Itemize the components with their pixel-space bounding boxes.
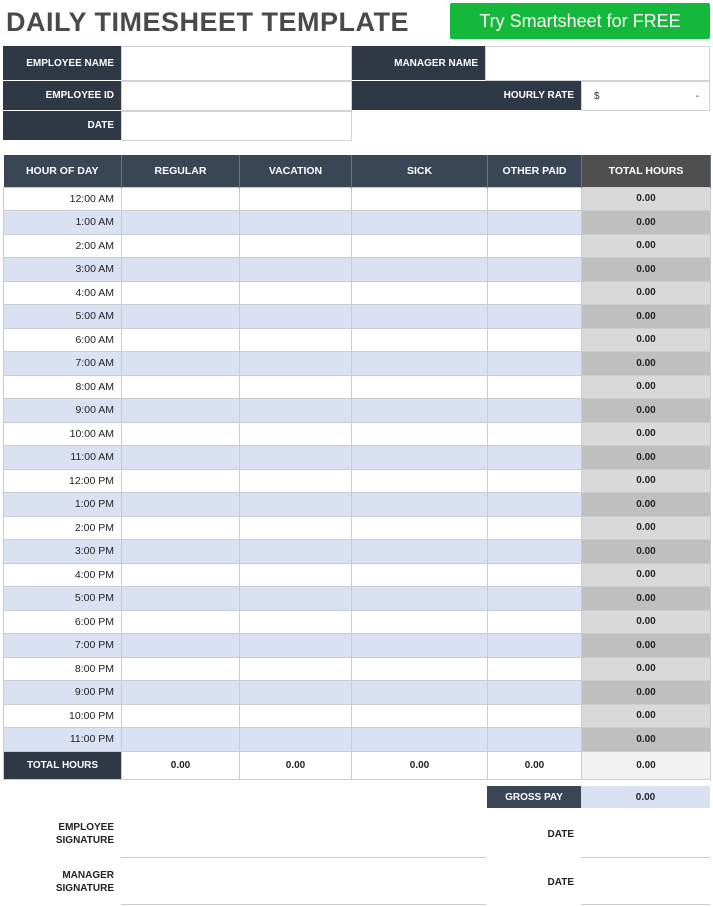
vacation-cell[interactable] bbox=[240, 469, 352, 493]
table-row bbox=[4, 234, 711, 258]
table-header-row bbox=[4, 155, 711, 187]
total-hours-cell: 0.00 bbox=[582, 375, 711, 399]
vacation-cell[interactable] bbox=[240, 587, 352, 611]
col-header-regular: REGULAR bbox=[122, 155, 240, 187]
regular-cell[interactable] bbox=[122, 704, 240, 728]
regular-cell[interactable] bbox=[122, 422, 240, 446]
hour-cell: 6:00 AM bbox=[4, 328, 122, 352]
table-row bbox=[4, 258, 711, 282]
other-paid-cell[interactable] bbox=[488, 258, 582, 282]
vacation-cell[interactable] bbox=[240, 563, 352, 587]
hour-cell: 1:00 AM bbox=[4, 211, 122, 235]
other-paid-cell[interactable] bbox=[488, 234, 582, 258]
sick-cell[interactable] bbox=[352, 493, 488, 517]
vacation-cell[interactable] bbox=[240, 422, 352, 446]
table-row bbox=[4, 446, 711, 470]
vacation-cell[interactable] bbox=[240, 728, 352, 752]
manager-date-line[interactable] bbox=[581, 904, 710, 905]
sick-cell[interactable] bbox=[352, 328, 488, 352]
vacation-cell[interactable] bbox=[240, 352, 352, 376]
total-regular: 0.00 bbox=[122, 751, 240, 779]
hour-cell: 9:00 AM bbox=[4, 399, 122, 423]
table-row bbox=[4, 587, 711, 611]
table-row bbox=[4, 422, 711, 446]
hour-cell: 11:00 AM bbox=[4, 446, 122, 470]
sick-cell[interactable] bbox=[352, 587, 488, 611]
vacation-cell[interactable] bbox=[240, 634, 352, 658]
other-paid-cell[interactable] bbox=[488, 399, 582, 423]
table-row bbox=[4, 493, 711, 517]
total-hours-cell: 0.00 bbox=[582, 657, 711, 681]
vacation-cell[interactable] bbox=[240, 305, 352, 329]
total-hours-cell: 0.00 bbox=[582, 610, 711, 634]
other-paid-cell[interactable] bbox=[488, 469, 582, 493]
manager-date-label: DATE bbox=[547, 877, 574, 888]
manager-signature-line[interactable] bbox=[121, 904, 486, 905]
total-hours-cell: 0.00 bbox=[582, 704, 711, 728]
table-row bbox=[4, 610, 711, 634]
hour-cell: 2:00 PM bbox=[4, 516, 122, 540]
hour-cell: 12:00 PM bbox=[4, 469, 122, 493]
total-hours-cell: 0.00 bbox=[582, 258, 711, 282]
regular-cell[interactable] bbox=[122, 211, 240, 235]
total-vacation: 0.00 bbox=[240, 751, 352, 779]
other-paid-cell[interactable] bbox=[488, 610, 582, 634]
table-row bbox=[4, 375, 711, 399]
other-paid-cell[interactable] bbox=[488, 587, 582, 611]
employee-name-field[interactable] bbox=[121, 46, 352, 81]
hour-cell: 3:00 PM bbox=[4, 540, 122, 564]
sick-cell[interactable] bbox=[352, 305, 488, 329]
other-paid-cell[interactable] bbox=[488, 211, 582, 235]
employee-date-label: DATE bbox=[547, 829, 574, 840]
regular-cell[interactable] bbox=[122, 469, 240, 493]
other-paid-cell[interactable] bbox=[488, 281, 582, 305]
hour-cell: 7:00 AM bbox=[4, 352, 122, 376]
manager-signature-label: MANAGER SIGNATURE bbox=[55, 870, 114, 894]
hourly-rate-label: HOURLY RATE bbox=[352, 81, 581, 111]
vacation-cell[interactable] bbox=[240, 234, 352, 258]
other-paid-cell[interactable] bbox=[488, 728, 582, 752]
sick-cell[interactable] bbox=[352, 540, 488, 564]
hour-cell: 10:00 PM bbox=[4, 704, 122, 728]
sick-cell[interactable] bbox=[352, 728, 488, 752]
total-hours-cell: 0.00 bbox=[582, 352, 711, 376]
hour-cell: 12:00 AM bbox=[4, 187, 122, 211]
table-row bbox=[4, 305, 711, 329]
total-sick: 0.00 bbox=[352, 751, 488, 779]
regular-cell[interactable] bbox=[122, 446, 240, 470]
sick-cell[interactable] bbox=[352, 375, 488, 399]
hour-cell: 11:00 PM bbox=[4, 728, 122, 752]
regular-cell[interactable] bbox=[122, 328, 240, 352]
total-hours-cell: 0.00 bbox=[582, 446, 711, 470]
regular-cell[interactable] bbox=[122, 681, 240, 705]
sick-cell[interactable] bbox=[352, 422, 488, 446]
total-hours-cell: 0.00 bbox=[582, 328, 711, 352]
hour-cell: 4:00 PM bbox=[4, 563, 122, 587]
table-row bbox=[4, 187, 711, 211]
vacation-cell[interactable] bbox=[240, 375, 352, 399]
manager-name-field[interactable] bbox=[485, 46, 710, 81]
total-hours-cell: 0.00 bbox=[582, 399, 711, 423]
hour-cell: 3:00 AM bbox=[4, 258, 122, 282]
regular-cell[interactable] bbox=[122, 540, 240, 564]
total-hours-cell: 0.00 bbox=[582, 540, 711, 564]
total-hours-cell: 0.00 bbox=[582, 587, 711, 611]
hour-cell: 1:00 PM bbox=[4, 493, 122, 517]
hour-cell: 2:00 AM bbox=[4, 234, 122, 258]
regular-cell[interactable] bbox=[122, 399, 240, 423]
hour-cell: 5:00 AM bbox=[4, 305, 122, 329]
vacation-cell[interactable] bbox=[240, 610, 352, 634]
manager-name-label: MANAGER NAME bbox=[352, 46, 485, 81]
table-row bbox=[4, 211, 711, 235]
employee-id-label: EMPLOYEE ID bbox=[3, 81, 121, 111]
vacation-cell[interactable] bbox=[240, 681, 352, 705]
vacation-cell[interactable] bbox=[240, 540, 352, 564]
table-row bbox=[4, 657, 711, 681]
other-paid-cell[interactable] bbox=[488, 704, 582, 728]
other-paid-cell[interactable] bbox=[488, 305, 582, 329]
hourly-rate-field[interactable] bbox=[581, 81, 710, 111]
col-header-sick: SICK bbox=[352, 155, 488, 187]
table-row bbox=[4, 328, 711, 352]
other-paid-cell[interactable] bbox=[488, 375, 582, 399]
other-paid-cell[interactable] bbox=[488, 657, 582, 681]
employee-signature-line[interactable] bbox=[121, 857, 486, 858]
total-hours-cell: 0.00 bbox=[582, 634, 711, 658]
hour-cell: 9:00 PM bbox=[4, 681, 122, 705]
col-header-total-hours: TOTAL HOURS bbox=[582, 155, 711, 187]
total-hours-cell: 0.00 bbox=[582, 234, 711, 258]
totals-label: TOTAL HOURS bbox=[4, 751, 122, 779]
table-row bbox=[4, 634, 711, 658]
vacation-cell[interactable] bbox=[240, 704, 352, 728]
sick-cell[interactable] bbox=[352, 446, 488, 470]
table-row bbox=[4, 540, 711, 564]
page-title: DAILY TIMESHEET TEMPLATE bbox=[6, 7, 410, 37]
total-hours-cell: 0.00 bbox=[582, 211, 711, 235]
other-paid-cell[interactable] bbox=[488, 328, 582, 352]
col-header-vacation: VACATION bbox=[240, 155, 352, 187]
table-row bbox=[4, 704, 711, 728]
total-hours-cell: 0.00 bbox=[582, 422, 711, 446]
col-header-other-paid: OTHER PAID bbox=[488, 155, 582, 187]
other-paid-cell[interactable] bbox=[488, 681, 582, 705]
total-hours-cell: 0.00 bbox=[582, 728, 711, 752]
table-row bbox=[4, 352, 711, 376]
vacation-cell[interactable] bbox=[240, 187, 352, 211]
vacation-cell[interactable] bbox=[240, 328, 352, 352]
hour-cell: 8:00 PM bbox=[4, 657, 122, 681]
timesheet-table bbox=[3, 155, 711, 780]
col-header-hour: HOUR OF DAY bbox=[4, 155, 122, 187]
total-hours-cell: 0.00 bbox=[582, 469, 711, 493]
hour-cell: 8:00 AM bbox=[4, 375, 122, 399]
date-field[interactable] bbox=[121, 111, 352, 141]
regular-cell[interactable] bbox=[122, 352, 240, 376]
totals-row bbox=[4, 751, 711, 779]
regular-cell[interactable] bbox=[122, 728, 240, 752]
sick-cell[interactable] bbox=[352, 187, 488, 211]
vacation-cell[interactable] bbox=[240, 493, 352, 517]
sick-cell[interactable] bbox=[352, 352, 488, 376]
vacation-cell[interactable] bbox=[240, 281, 352, 305]
table-row bbox=[4, 516, 711, 540]
regular-cell[interactable] bbox=[122, 258, 240, 282]
vacation-cell[interactable] bbox=[240, 657, 352, 681]
sick-cell[interactable] bbox=[352, 469, 488, 493]
currency-symbol: $ bbox=[594, 90, 600, 102]
sick-cell[interactable] bbox=[352, 610, 488, 634]
table-row bbox=[4, 728, 711, 752]
regular-cell[interactable] bbox=[122, 634, 240, 658]
sick-cell[interactable] bbox=[352, 281, 488, 305]
sick-cell[interactable] bbox=[352, 657, 488, 681]
regular-cell[interactable] bbox=[122, 516, 240, 540]
employee-name-label: EMPLOYEE NAME bbox=[3, 46, 121, 81]
employee-id-field[interactable] bbox=[121, 81, 352, 111]
total-hours-cell: 0.00 bbox=[582, 493, 711, 517]
total-hours-cell: 0.00 bbox=[582, 681, 711, 705]
vacation-cell[interactable] bbox=[240, 211, 352, 235]
table-row bbox=[4, 399, 711, 423]
regular-cell[interactable] bbox=[122, 610, 240, 634]
vacation-cell[interactable] bbox=[240, 516, 352, 540]
regular-cell[interactable] bbox=[122, 493, 240, 517]
sick-cell[interactable] bbox=[352, 211, 488, 235]
total-hours-cell: 0.00 bbox=[582, 187, 711, 211]
other-paid-cell[interactable] bbox=[488, 352, 582, 376]
sick-cell[interactable] bbox=[352, 563, 488, 587]
hourly-rate-value: - bbox=[695, 90, 699, 102]
table-row bbox=[4, 563, 711, 587]
vacation-cell[interactable] bbox=[240, 258, 352, 282]
sick-cell[interactable] bbox=[352, 258, 488, 282]
gross-pay-value: 0.00 bbox=[581, 786, 710, 808]
regular-cell[interactable] bbox=[122, 375, 240, 399]
total-hours-cell: 0.00 bbox=[582, 305, 711, 329]
regular-cell[interactable] bbox=[122, 187, 240, 211]
date-label: DATE bbox=[3, 111, 121, 141]
regular-cell[interactable] bbox=[122, 563, 240, 587]
hour-cell: 6:00 PM bbox=[4, 610, 122, 634]
other-paid-cell[interactable] bbox=[488, 540, 582, 564]
regular-cell[interactable] bbox=[122, 234, 240, 258]
table-row bbox=[4, 469, 711, 493]
regular-cell[interactable] bbox=[122, 281, 240, 305]
hour-cell: 5:00 PM bbox=[4, 587, 122, 611]
total-other-paid: 0.00 bbox=[488, 751, 582, 779]
other-paid-cell[interactable] bbox=[488, 516, 582, 540]
table-row bbox=[4, 681, 711, 705]
regular-cell[interactable] bbox=[122, 657, 240, 681]
vacation-cell[interactable] bbox=[240, 399, 352, 423]
sick-cell[interactable] bbox=[352, 234, 488, 258]
total-hours-cell: 0.00 bbox=[582, 281, 711, 305]
gross-pay-label: GROSS PAY bbox=[487, 786, 581, 808]
hour-cell: 4:00 AM bbox=[4, 281, 122, 305]
total-hours-cell: 0.00 bbox=[582, 563, 711, 587]
sick-cell[interactable] bbox=[352, 634, 488, 658]
regular-cell[interactable] bbox=[122, 305, 240, 329]
other-paid-cell[interactable] bbox=[488, 493, 582, 517]
try-smartsheet-button[interactable]: Try Smartsheet for FREE bbox=[450, 3, 710, 39]
employee-signature-label: EMPLOYEE SIGNATURE bbox=[55, 822, 114, 846]
other-paid-cell[interactable] bbox=[488, 634, 582, 658]
employee-date-line[interactable] bbox=[581, 857, 710, 858]
regular-cell[interactable] bbox=[122, 587, 240, 611]
table-row bbox=[4, 281, 711, 305]
other-paid-cell[interactable] bbox=[488, 422, 582, 446]
sick-cell[interactable] bbox=[352, 516, 488, 540]
other-paid-cell[interactable] bbox=[488, 446, 582, 470]
total-hours-cell: 0.00 bbox=[582, 516, 711, 540]
grand-total: 0.00 bbox=[582, 751, 711, 779]
sick-cell[interactable] bbox=[352, 399, 488, 423]
hour-cell: 10:00 AM bbox=[4, 422, 122, 446]
other-paid-cell[interactable] bbox=[488, 187, 582, 211]
other-paid-cell[interactable] bbox=[488, 563, 582, 587]
vacation-cell[interactable] bbox=[240, 446, 352, 470]
hour-cell: 7:00 PM bbox=[4, 634, 122, 658]
sick-cell[interactable] bbox=[352, 704, 488, 728]
sick-cell[interactable] bbox=[352, 681, 488, 705]
